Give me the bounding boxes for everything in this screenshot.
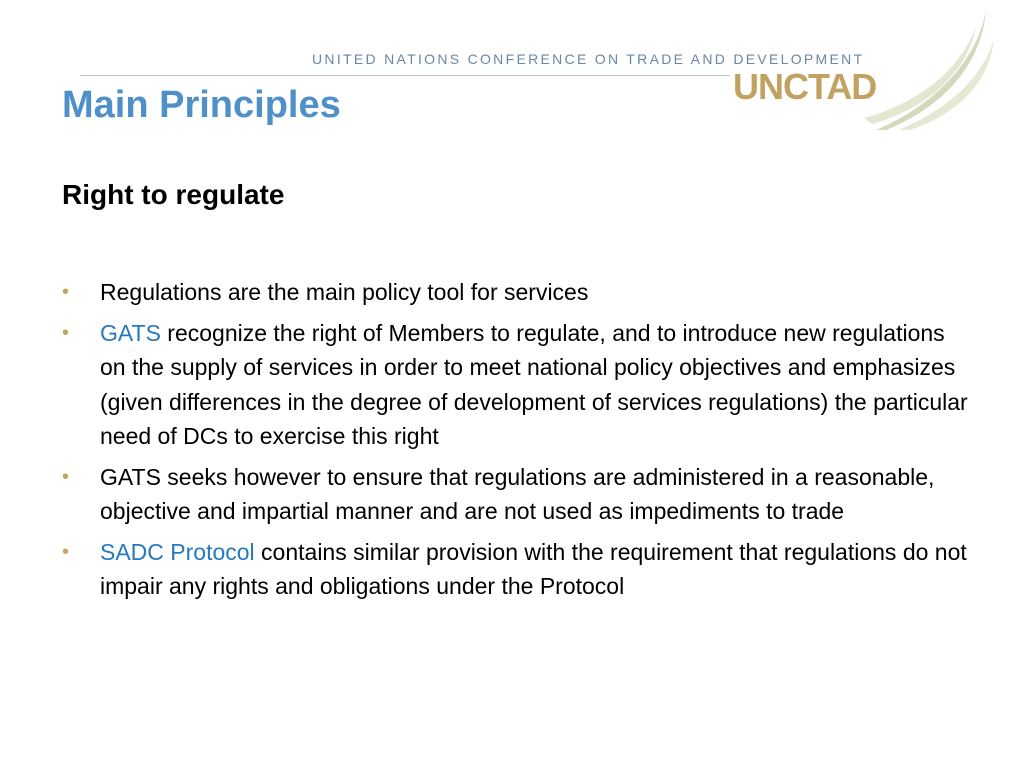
bullet-text: GATS seeks however to ensure that regulations are administered in a reasonable, objective and impartial manner and are not used as impediments to trade <box>100 463 935 524</box>
bullet-text: contains similar provision with the requirement that regulations do not impair any rights and obligations under the Protocol <box>100 538 967 599</box>
header-divider <box>80 75 730 76</box>
bullet-list <box>62 275 972 610</box>
bullet-item <box>62 460 972 529</box>
bullet-marker: • <box>62 281 70 303</box>
bullet-marker: • <box>62 465 70 488</box>
unctad-logo: UNCTAD <box>733 66 877 107</box>
bullet-item <box>62 316 972 454</box>
bullet-item <box>62 535 972 604</box>
bullet-text: recognize the right of Members to regulate, and to introduce new regulations on the supply of services in order to meet national policy objectives and emphasizes (given differences in the degree of development of services regulations) the particular need of DCs to exercise this right <box>100 319 968 449</box>
organization-name: UNITED NATIONS CONFERENCE ON TRADE AND DEVELOPMENT <box>312 51 865 67</box>
bullet-text: Regulations are the main policy tool for services <box>100 279 589 305</box>
unctad-swoosh-icon <box>858 8 998 132</box>
slide-title: Main Principles <box>62 84 341 126</box>
bullet-marker: • <box>62 540 70 563</box>
bullet-item <box>62 275 972 310</box>
sadc-protocol-highlight: SADC Protocol <box>100 538 255 565</box>
slide-subtitle: Right to regulate <box>62 179 285 210</box>
gats-highlight: GATS <box>100 319 161 346</box>
bullet-marker: • <box>62 321 70 344</box>
